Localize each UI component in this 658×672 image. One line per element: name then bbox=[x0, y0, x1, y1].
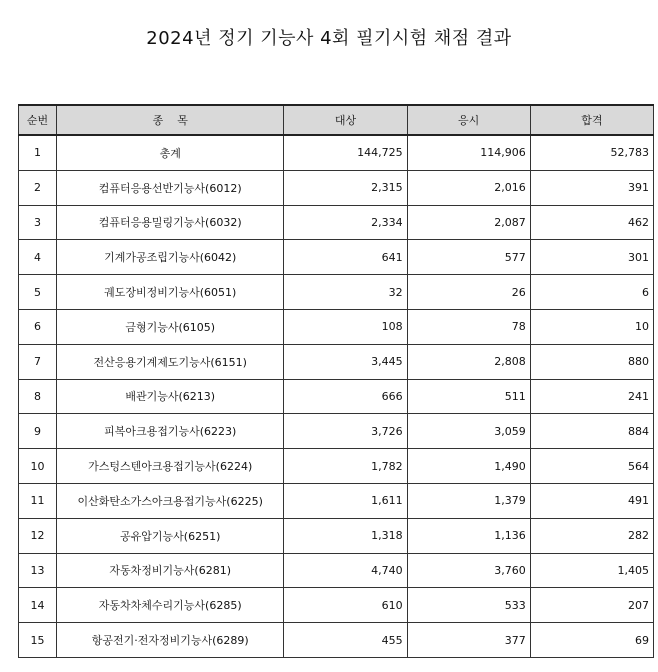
cell-taken: 1,136 bbox=[407, 518, 530, 553]
cell-target: 144,725 bbox=[284, 135, 407, 170]
cell-taken: 2,016 bbox=[407, 170, 530, 205]
cell-no: 11 bbox=[19, 483, 57, 518]
cell-no: 4 bbox=[19, 240, 57, 275]
cell-name: 공유압기능사(6251) bbox=[57, 518, 284, 553]
cell-target: 2,315 bbox=[284, 170, 407, 205]
cell-taken: 3,760 bbox=[407, 553, 530, 588]
table-row bbox=[19, 623, 654, 658]
page-title: 2024년 정기 기능사 4회 필기시험 채점 결과 bbox=[146, 28, 512, 49]
cell-no: 6 bbox=[19, 309, 57, 344]
cell-no: 3 bbox=[19, 205, 57, 240]
header-row bbox=[19, 105, 654, 135]
cell-name: 피복아크용접기능사(6223) bbox=[57, 414, 284, 449]
cell-target: 3,445 bbox=[284, 344, 407, 379]
table-row bbox=[19, 379, 654, 414]
table-body bbox=[19, 135, 654, 657]
results-table bbox=[18, 104, 654, 658]
table-row bbox=[19, 483, 654, 518]
cell-name: 배관기능사(6213) bbox=[57, 379, 284, 414]
cell-name: 전산응용기계제도기능사(6151) bbox=[57, 344, 284, 379]
cell-no: 10 bbox=[19, 449, 57, 484]
cell-passed: 564 bbox=[530, 449, 653, 484]
table-row bbox=[19, 135, 654, 170]
cell-target: 1,318 bbox=[284, 518, 407, 553]
header-no: 순번 bbox=[19, 105, 57, 135]
cell-no: 5 bbox=[19, 275, 57, 310]
table-row bbox=[19, 518, 654, 553]
cell-no: 12 bbox=[19, 518, 57, 553]
cell-target: 4,740 bbox=[284, 553, 407, 588]
table-row bbox=[19, 205, 654, 240]
header-taken: 응시 bbox=[407, 105, 530, 135]
cell-taken: 577 bbox=[407, 240, 530, 275]
cell-passed: 10 bbox=[530, 309, 653, 344]
cell-name: 금형기능사(6105) bbox=[57, 309, 284, 344]
cell-name: 총계 bbox=[57, 135, 284, 170]
cell-no: 1 bbox=[19, 135, 57, 170]
cell-taken: 533 bbox=[407, 588, 530, 623]
cell-taken: 3,059 bbox=[407, 414, 530, 449]
table-row bbox=[19, 344, 654, 379]
cell-name: 이산화탄소가스아크용접기능사(6225) bbox=[57, 483, 284, 518]
cell-no: 8 bbox=[19, 379, 57, 414]
cell-name: 자동차차체수리기능사(6285) bbox=[57, 588, 284, 623]
table-row bbox=[19, 240, 654, 275]
cell-taken: 2,087 bbox=[407, 205, 530, 240]
cell-passed: 241 bbox=[530, 379, 653, 414]
cell-target: 32 bbox=[284, 275, 407, 310]
cell-taken: 1,379 bbox=[407, 483, 530, 518]
cell-name: 기계가공조립기능사(6042) bbox=[57, 240, 284, 275]
cell-name: 궤도장비정비기능사(6051) bbox=[57, 275, 284, 310]
cell-passed: 491 bbox=[530, 483, 653, 518]
cell-target: 1,782 bbox=[284, 449, 407, 484]
cell-taken: 114,906 bbox=[407, 135, 530, 170]
cell-passed: 391 bbox=[530, 170, 653, 205]
cell-no: 15 bbox=[19, 623, 57, 658]
cell-no: 2 bbox=[19, 170, 57, 205]
cell-taken: 2,808 bbox=[407, 344, 530, 379]
cell-passed: 1,405 bbox=[530, 553, 653, 588]
cell-taken: 1,490 bbox=[407, 449, 530, 484]
table-row bbox=[19, 414, 654, 449]
header-target: 대상 bbox=[284, 105, 407, 135]
cell-name: 가스텅스텐아크용접기능사(6224) bbox=[57, 449, 284, 484]
table-row bbox=[19, 588, 654, 623]
header-name: 종 목 bbox=[57, 105, 284, 135]
cell-passed: 69 bbox=[530, 623, 653, 658]
cell-passed: 282 bbox=[530, 518, 653, 553]
cell-target: 455 bbox=[284, 623, 407, 658]
cell-passed: 884 bbox=[530, 414, 653, 449]
cell-no: 13 bbox=[19, 553, 57, 588]
cell-target: 1,611 bbox=[284, 483, 407, 518]
cell-passed: 52,783 bbox=[530, 135, 653, 170]
cell-no: 14 bbox=[19, 588, 57, 623]
cell-target: 108 bbox=[284, 309, 407, 344]
cell-no: 9 bbox=[19, 414, 57, 449]
cell-target: 666 bbox=[284, 379, 407, 414]
cell-passed: 880 bbox=[530, 344, 653, 379]
table-row bbox=[19, 275, 654, 310]
cell-target: 2,334 bbox=[284, 205, 407, 240]
cell-passed: 207 bbox=[530, 588, 653, 623]
cell-passed: 462 bbox=[530, 205, 653, 240]
table-row bbox=[19, 309, 654, 344]
cell-name: 항공전기·전자정비기능사(6289) bbox=[57, 623, 284, 658]
cell-name: 컴퓨터응용밀링기능사(6032) bbox=[57, 205, 284, 240]
cell-name: 자동차정비기능사(6281) bbox=[57, 553, 284, 588]
cell-taken: 78 bbox=[407, 309, 530, 344]
cell-target: 641 bbox=[284, 240, 407, 275]
cell-no: 7 bbox=[19, 344, 57, 379]
table-row bbox=[19, 553, 654, 588]
cell-target: 3,726 bbox=[284, 414, 407, 449]
cell-taken: 26 bbox=[407, 275, 530, 310]
cell-passed: 6 bbox=[530, 275, 653, 310]
cell-passed: 301 bbox=[530, 240, 653, 275]
cell-taken: 377 bbox=[407, 623, 530, 658]
header-passed: 합격 bbox=[530, 105, 653, 135]
table-row bbox=[19, 170, 654, 205]
cell-name: 컴퓨터응용선반기능사(6012) bbox=[57, 170, 284, 205]
cell-target: 610 bbox=[284, 588, 407, 623]
table-row bbox=[19, 449, 654, 484]
cell-taken: 511 bbox=[407, 379, 530, 414]
